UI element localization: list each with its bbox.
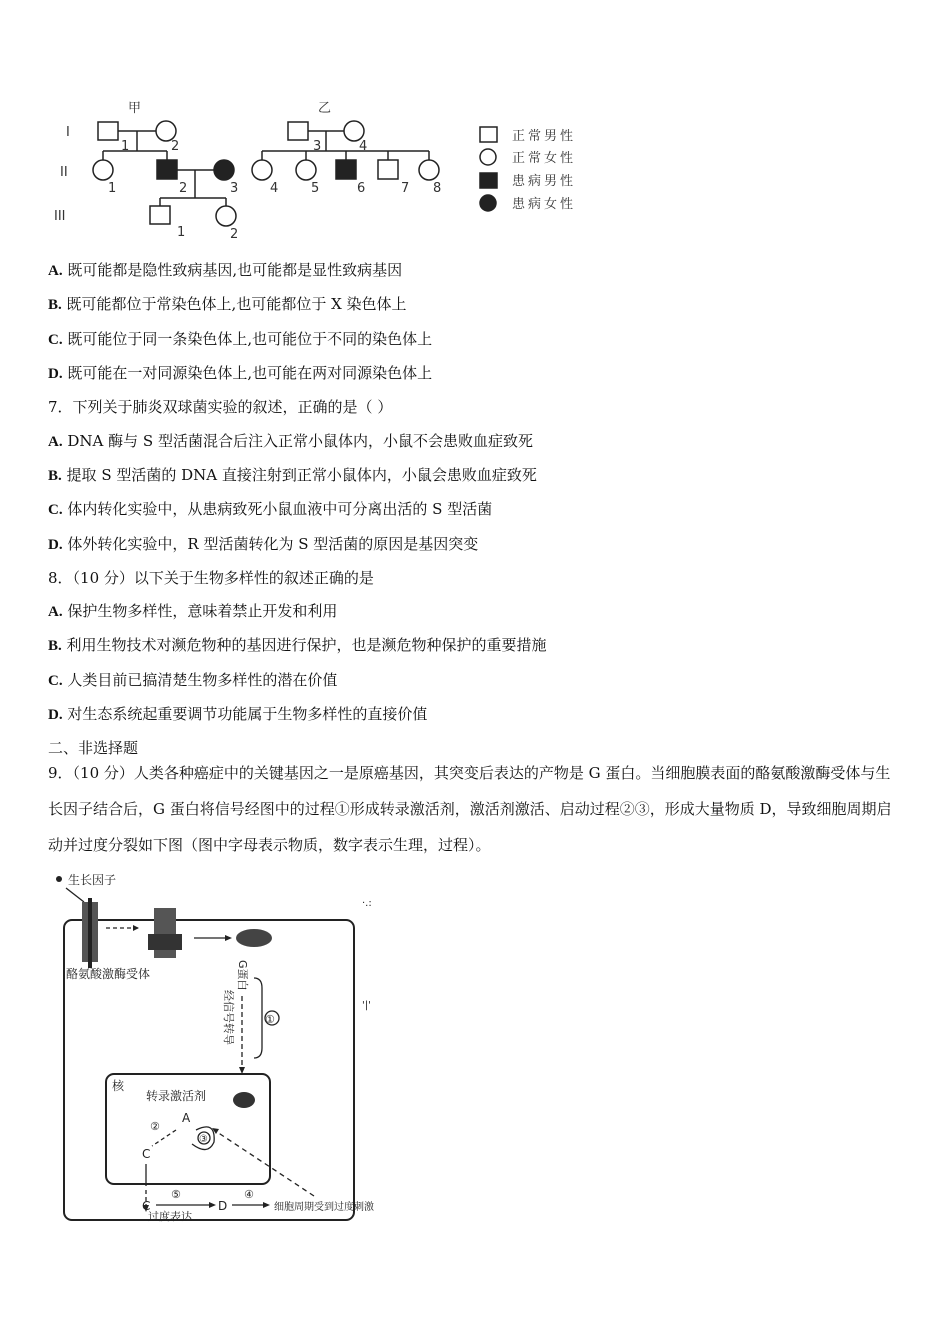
label-d: D: [218, 1199, 228, 1213]
signal-path-label: 经信号转导: [222, 990, 235, 1045]
growth-factor-dot: [56, 876, 62, 882]
gen2-female-8: [419, 160, 439, 180]
gen-label-2: II: [60, 165, 68, 180]
gen1-male-3: [288, 122, 308, 140]
gen-label-1: I: [66, 125, 70, 140]
q6-option-c: C. 既可能位于同一条染色体上,也可能位于不同的染色体上: [48, 330, 433, 348]
legend-normal-male: 正常男性: [512, 129, 577, 144]
pedigree-chart: [48, 96, 618, 246]
signal-pathway-figure: [44, 868, 394, 1233]
q8-option-b: B. 利用生物技术对濒危物种的基因进行保护，也是濒危物种保护的重要措施: [48, 636, 547, 654]
q6-option-d: D. 既可能在一对同源染色体上,也可能在两对同源染色体上: [48, 364, 433, 382]
q8-option-d: D. 对生态系统起重要调节功能属于生物多样性的直接价值: [48, 705, 428, 723]
q6-option-b: B. 既可能都位于常染色体上,也可能都位于 X 染色体上: [48, 295, 407, 313]
q7-stem: 7．下列关于肺炎双球菌实验的叙述，正确的是（ ）: [48, 398, 393, 416]
label-c-cytoplasm: C: [142, 1199, 151, 1213]
q7-option-b: B. 提取 S 型活菌的 DNA 直接注射到正常小鼠体内，小鼠会患败血症致死: [48, 466, 537, 484]
gen-label-3: III: [54, 209, 66, 224]
legend-normal-male-icon: [480, 127, 497, 142]
nucleus-label: 核: [112, 1079, 125, 1093]
family-label-jia: 甲: [128, 101, 142, 116]
svg-text:6: 6: [357, 181, 366, 196]
activator-label: 转录激活剂: [146, 1089, 207, 1103]
label-a: A: [182, 1111, 191, 1125]
step-1-label: ①: [265, 1013, 275, 1026]
gen3-male-1: [150, 206, 170, 224]
g-protein-complex-icon: [148, 908, 182, 958]
receptor-icon: [82, 898, 98, 968]
step-3-label: ③: [199, 1134, 208, 1145]
gen1-female-2: [156, 121, 176, 141]
cell-membrane: [64, 920, 354, 1220]
q9-text: 9．（10 分）人类各种癌症中的关键基因之一是原癌基因，其突变后表达的产物是 G 蛋白。当细胞膜表面的酪氨酸激酶受体与生长因子结合后，G 蛋白将信号经图中的过程①形成转录激活剂，激活剂激活、启动过程②③，形成大量物质 D，导致细胞周期启动并过度分裂如下图（图中字母表示物质，数字表示生理，过程）。: [48, 764, 892, 854]
gen2-male-7: [378, 160, 398, 179]
gen2-male-6: [336, 160, 356, 179]
q7-option-c: C. 体内转化实验中，从患病致死小鼠血液中可分离出活的 S 型活菌: [48, 500, 493, 518]
label-c-nucleus: C: [142, 1147, 151, 1161]
cycle-label: 细胞周期受到过度刺激: [274, 1202, 374, 1213]
svg-text:1: 1: [121, 139, 130, 154]
gen3-female-2: [216, 206, 236, 226]
legend-normal-female: 正常女性: [512, 151, 577, 166]
gen1-female-4: [344, 121, 364, 141]
q8-option-a: A. 保护生物多样性，意味着禁止开发和利用: [48, 602, 338, 620]
svg-text:8: 8: [433, 181, 442, 196]
receptor-label: 酪氨酸激酶受体: [66, 967, 151, 981]
q8-option-c: C. 人类目前已搞清楚生物多样性的潜在价值: [48, 671, 338, 689]
gen2-female-3: [214, 160, 234, 180]
svg-text:2: 2: [179, 181, 188, 196]
step-2-label: ②: [150, 1120, 160, 1133]
gen2-female-4: [252, 160, 272, 180]
gen2-male-2: [157, 160, 177, 179]
svg-text:2: 2: [171, 139, 180, 154]
gen2-female-5: [296, 160, 316, 180]
svg-text:3: 3: [230, 181, 239, 196]
svg-text:5: 5: [311, 181, 320, 196]
g-protein-label: G蛋白: [236, 960, 249, 991]
overexpress-label: 过度表达: [148, 1210, 192, 1223]
q7-option-a: A. DNA 酶与 S 型活菌混合后注入正常小鼠体内，小鼠不会患败血症致死: [48, 432, 533, 450]
svg-text:1: 1: [177, 225, 186, 240]
svg-text:1: 1: [108, 181, 117, 196]
legend-affected-male-icon: [480, 173, 497, 188]
gen2-female-1: [93, 160, 113, 180]
g-protein-icon: [236, 929, 272, 947]
family-label-yi: 乙: [318, 101, 332, 116]
svg-text:4: 4: [359, 139, 368, 154]
svg-text:·.:: ·.:: [362, 898, 372, 909]
activator-icon: [233, 1092, 255, 1108]
q8-stem: 8．（10 分）以下关于生物多样性的叙述正确的是: [48, 569, 374, 587]
svg-text:4: 4: [270, 181, 279, 196]
svg-text:'|': '|': [362, 1000, 371, 1011]
step-4-label: ④: [244, 1188, 254, 1201]
step-5-label: ⑤: [171, 1188, 181, 1201]
q6-option-a: A. 既可能都是隐性致病基因,也可能都是显性致病基因: [48, 261, 403, 279]
legend-normal-female-icon: [480, 149, 496, 165]
legend-affected-female-icon: [480, 195, 496, 211]
svg-text:2: 2: [230, 227, 239, 242]
q7-option-d: D. 体外转化实验中，R 型活菌转化为 S 型活菌的原因是基因突变: [48, 535, 479, 553]
growth-factor-label: 生长因子: [68, 873, 117, 887]
legend-affected-male: 患病男性: [512, 174, 577, 189]
gen1-male-1: [98, 122, 118, 140]
svg-text:3: 3: [313, 139, 322, 154]
legend-affected-female: 患病女性: [512, 197, 577, 212]
section-heading: 二、非选择题: [48, 739, 139, 757]
svg-text:7: 7: [401, 181, 410, 196]
